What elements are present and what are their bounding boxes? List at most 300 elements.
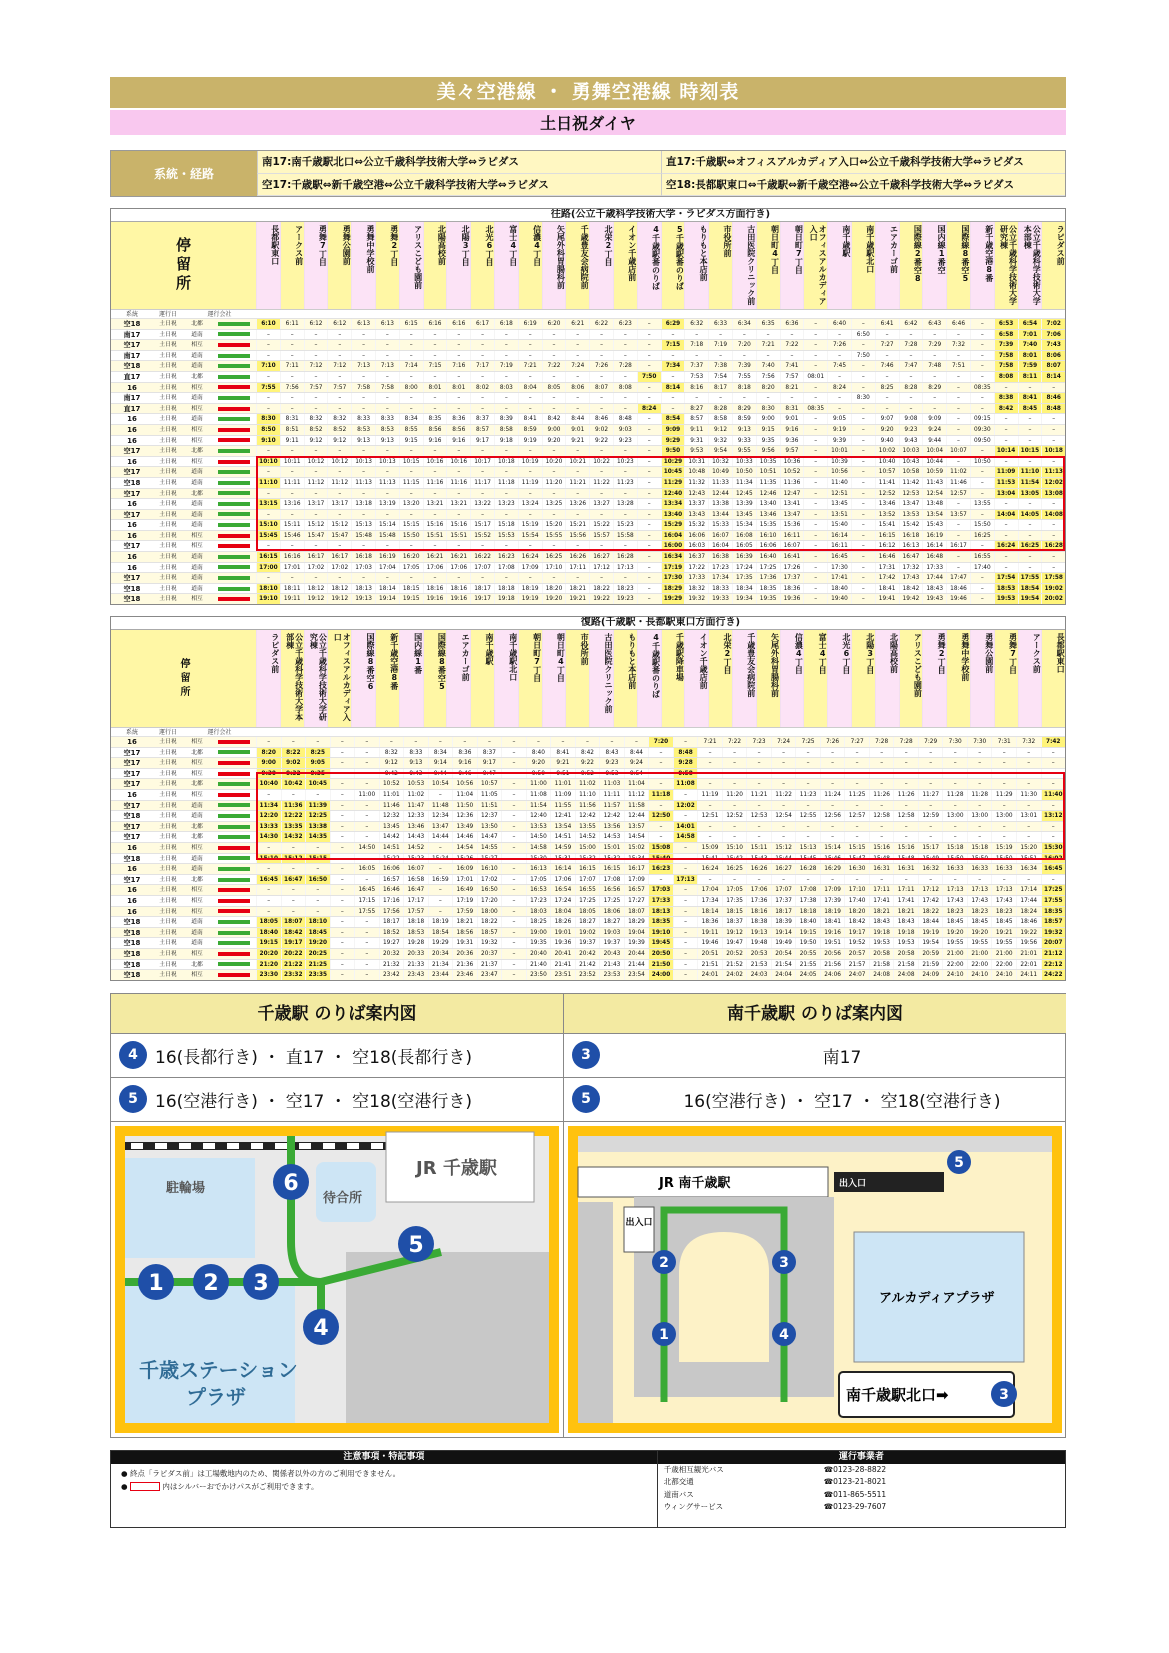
time-cell: 12:32	[379, 811, 404, 821]
time-cell: 21:56	[820, 960, 845, 970]
time-cell: 17:41	[893, 896, 918, 906]
time-cell: 19:12	[327, 594, 351, 604]
time-cell: –	[399, 541, 423, 551]
time-cell: –	[494, 489, 518, 499]
time-cell: –	[375, 510, 399, 520]
time-cell: –	[256, 541, 280, 551]
time-cell: 10:40	[875, 457, 899, 467]
time-cell: 21:20	[256, 960, 281, 970]
time-cell: –	[697, 748, 722, 758]
table-row	[111, 800, 1065, 811]
operator: 北都	[191, 373, 203, 380]
time-cell: –	[708, 351, 732, 361]
time-cell: –	[280, 404, 304, 414]
time-cell: –	[256, 393, 280, 403]
time-cell: 12:43	[684, 489, 708, 499]
time-cell: –	[1016, 801, 1041, 811]
time-cell: 9:50	[526, 769, 551, 779]
time-cell: 14:30	[256, 832, 281, 842]
time-cell: –	[922, 393, 946, 403]
time-cell: 20:54	[771, 949, 796, 959]
time-cell: 20:40	[526, 949, 551, 959]
time-cell: –	[899, 351, 923, 361]
time-cell: –	[589, 351, 613, 361]
time-cell: 14:58	[673, 832, 698, 842]
time-cell: 12:20	[256, 811, 281, 821]
time-cell: 18:24	[1016, 907, 1041, 917]
time-cell: 13:45	[827, 499, 851, 509]
table-row	[111, 456, 1065, 467]
time-cell: –	[375, 340, 399, 350]
time-cell: 17:08	[795, 885, 820, 895]
time-cell: 24:00	[648, 970, 673, 980]
time-cell: –	[330, 801, 355, 811]
time-cell: 19:48	[746, 938, 771, 948]
time-cell: 11:23	[795, 790, 820, 800]
time-cell: –	[256, 573, 280, 583]
time-cell: 11:13	[375, 478, 399, 488]
time-cell: –	[518, 573, 542, 583]
time-cell: 18:32	[684, 584, 708, 594]
time-cell: –	[851, 372, 875, 382]
time-cell: –	[330, 896, 355, 906]
table-row	[111, 477, 1065, 488]
time-cell: 10:57	[477, 779, 502, 789]
time-cell: 10:58	[899, 467, 923, 477]
time-cell: 23:32	[281, 970, 306, 980]
time-cell: –	[1041, 779, 1066, 789]
time-cell: –	[327, 351, 351, 361]
time-cell: –	[589, 541, 613, 551]
table-row	[111, 959, 1065, 970]
stop-name: 勇舞公園前	[327, 222, 351, 309]
time-cell: –	[327, 330, 351, 340]
time-cell: 17:35	[722, 896, 747, 906]
time-cell: 11:36	[780, 478, 804, 488]
time-cell: 16:25	[542, 552, 566, 562]
time-cell: 10:14	[994, 446, 1018, 456]
stop-name: 勇舞中学校前	[351, 222, 375, 309]
table-row	[111, 757, 1065, 768]
time-cell: –	[673, 960, 698, 970]
time-cell: –	[399, 351, 423, 361]
time-cell: 9:10	[256, 436, 280, 446]
time-cell: –	[637, 594, 661, 604]
time-cell: –	[637, 531, 661, 541]
time-cell: –	[542, 372, 566, 382]
route-code: 空18	[123, 854, 141, 863]
time-cell: 23:35	[305, 970, 330, 980]
operator-phone[interactable]: ☎011-865-5511	[823, 1489, 887, 1499]
time-cell: 21:34	[428, 960, 453, 970]
time-cell: –	[803, 436, 827, 446]
red-bar-icon	[218, 407, 250, 411]
time-cell: 8:48	[613, 414, 637, 424]
time-cell: –	[795, 822, 820, 832]
time-cell: –	[946, 499, 970, 509]
time-cell: –	[869, 758, 894, 768]
time-cell: –	[648, 875, 673, 885]
time-cell: 9:11	[280, 436, 304, 446]
time-cell: 11:48	[428, 801, 453, 811]
time-cell: 17:15	[354, 896, 379, 906]
time-cell: 10:16	[446, 457, 470, 467]
time-cell: –	[844, 779, 869, 789]
time-cell: 11:05	[477, 790, 502, 800]
time-cell: 8:33	[375, 414, 399, 424]
time-cell: 16:10	[477, 864, 502, 874]
time-cell: 8:52	[327, 425, 351, 435]
time-cell: –	[494, 351, 518, 361]
time-cell: –	[820, 801, 845, 811]
time-cell: –	[565, 467, 589, 477]
table-row	[111, 392, 1065, 403]
time-cell: 7:20	[732, 340, 756, 350]
time-cell: –	[280, 393, 304, 403]
time-cell: 19:54	[1018, 594, 1042, 604]
time-cell: 10:31	[684, 457, 708, 467]
time-cell: –	[673, 811, 698, 821]
time-cell: –	[518, 467, 542, 477]
time-cell: –	[446, 330, 470, 340]
time-cell: 10:19	[518, 457, 542, 467]
time-cell: 18:15	[722, 907, 747, 917]
time-cell: –	[428, 864, 453, 874]
time-cell: 8:21	[780, 383, 804, 393]
time-cell: 19:14	[771, 928, 796, 938]
time-cell: 15:23	[403, 854, 428, 864]
time-cell: 12:02	[673, 801, 698, 811]
time-cell: 15:54	[518, 531, 542, 541]
time-cell: 13:21	[423, 499, 447, 509]
time-cell: –	[875, 393, 899, 403]
operator: 道南	[191, 511, 203, 518]
time-cell: –	[1041, 383, 1065, 393]
time-cell: –	[375, 393, 399, 403]
table-row	[111, 540, 1065, 551]
time-cell: 17:00	[256, 563, 280, 573]
red-bar-icon	[218, 899, 250, 903]
time-cell: –	[354, 769, 379, 779]
operator: 相互	[191, 908, 203, 915]
time-cell: 6:11	[280, 319, 304, 329]
time-cell: 20:51	[697, 949, 722, 959]
time-cell: 13:43	[684, 510, 708, 520]
time-cell: 13:20	[399, 499, 423, 509]
time-cell: –	[803, 594, 827, 604]
time-cell: 16:57	[379, 875, 404, 885]
time-cell: 15:48	[351, 531, 375, 541]
pass-indicator	[211, 790, 256, 800]
time-cell: 11:18	[648, 790, 673, 800]
time-cell: 12:44	[708, 489, 732, 499]
operator: 北都	[191, 321, 203, 327]
time-cell: 13:19	[375, 499, 399, 509]
time-cell: 19:21	[565, 594, 589, 604]
time-cell: 6:16	[423, 319, 447, 329]
time-cell: –	[946, 351, 970, 361]
stop-name: 市役所前	[565, 630, 589, 727]
time-cell: 24:08	[869, 970, 894, 980]
time-cell: 15:17	[918, 843, 943, 853]
time-cell: –	[803, 489, 827, 499]
time-cell: 9:02	[589, 425, 613, 435]
time-cell: 7:41	[780, 361, 804, 371]
time-cell: 17:05	[399, 563, 423, 573]
time-cell: –	[351, 573, 375, 583]
time-cell: 8:57	[684, 414, 708, 424]
time-cell: 12:51	[697, 811, 722, 821]
time-cell: –	[452, 737, 477, 747]
time-cell: 16:28	[613, 552, 637, 562]
time-cell: –	[470, 489, 494, 499]
time-cell: –	[351, 404, 375, 414]
time-cell: –	[565, 541, 589, 551]
time-cell: –	[565, 372, 589, 382]
time-cell: –	[565, 489, 589, 499]
time-cell: –	[803, 446, 827, 456]
stop-name: 富士4丁目	[494, 222, 518, 309]
time-cell: 15:32	[684, 520, 708, 530]
time-cell: –	[697, 758, 722, 768]
time-cell: 17:24	[550, 896, 575, 906]
time-cell: 13:15	[256, 499, 280, 509]
time-cell: 18:15	[399, 584, 423, 594]
time-cell: 23:53	[599, 970, 624, 980]
bus-stop-5-marker: 5	[408, 1232, 424, 1258]
route-code: 空18	[123, 949, 141, 958]
time-cell: –	[970, 489, 994, 499]
time-cell: –	[722, 801, 747, 811]
time-cell: –	[820, 769, 845, 779]
time-cell: 17:06	[550, 875, 575, 885]
time-cell: 6:17	[470, 319, 494, 329]
time-cell: 19:15	[399, 594, 423, 604]
time-cell: 16:26	[746, 864, 771, 874]
stop-name: もりもと本店前	[684, 222, 708, 309]
time-cell: 12:25	[305, 811, 330, 821]
time-cell: 16:21	[423, 552, 447, 562]
time-cell: –	[305, 790, 330, 800]
time-cell: 16:15	[256, 552, 280, 562]
time-cell: –	[354, 960, 379, 970]
time-cell: 19:10	[648, 928, 673, 938]
time-cell: 15:51	[446, 531, 470, 541]
time-cell: 15:00	[575, 843, 600, 853]
time-cell: 17:10	[542, 563, 566, 573]
time-cell: 8:38	[994, 393, 1018, 403]
operator-phone[interactable]: ☎0123-28-8822	[823, 1464, 887, 1474]
stop-name: 北栄2丁目	[589, 222, 613, 309]
time-cell: –	[673, 917, 698, 927]
time-cell: –	[305, 864, 330, 874]
time-cell: 20:52	[722, 949, 747, 959]
time-cell: –	[304, 330, 328, 340]
time-cell: –	[1016, 832, 1041, 842]
green-bar-icon	[218, 782, 250, 786]
time-cell: –	[918, 832, 943, 842]
time-cell: 8:25	[305, 748, 330, 758]
time-cell: 16:16	[280, 552, 304, 562]
time-cell: 8:30	[256, 414, 280, 424]
time-cell: –	[526, 737, 551, 747]
time-cell: –	[354, 970, 379, 980]
time-cell: –	[589, 510, 613, 520]
time-cell: –	[994, 563, 1018, 573]
time-cell: –	[967, 779, 992, 789]
time-cell: 11:40	[1041, 790, 1066, 800]
route-code: 空18	[123, 812, 141, 821]
time-cell: –	[470, 467, 494, 477]
time-cell: –	[542, 351, 566, 361]
time-cell: –	[330, 960, 355, 970]
time-cell: –	[893, 832, 918, 842]
time-cell: –	[648, 779, 673, 789]
time-cell: –	[428, 907, 453, 917]
time-cell: –	[851, 361, 875, 371]
time-cell: 10:40	[256, 779, 281, 789]
time-cell: 11:27	[918, 790, 943, 800]
time-cell: –	[354, 758, 379, 768]
stop-name: ラピダス前	[256, 630, 280, 727]
time-cell: 15:10	[722, 843, 747, 853]
time-cell: –	[673, 843, 698, 853]
service-day: 土日祝	[159, 532, 177, 539]
time-cell: 22:12	[1041, 960, 1066, 970]
time-cell: 18:13	[351, 584, 375, 594]
time-cell: 17:55	[354, 907, 379, 917]
time-cell: 7:06	[1041, 330, 1065, 340]
time-cell: –	[648, 758, 673, 768]
service-day: 土日祝	[159, 522, 177, 529]
time-cell: 19:22	[589, 594, 613, 604]
service-day: 土日祝	[159, 342, 177, 349]
time-cell: 16:14	[550, 864, 575, 874]
time-cell: –	[375, 404, 399, 414]
time-cell: 19:43	[922, 594, 946, 604]
time-cell: –	[684, 393, 708, 403]
time-cell: –	[327, 489, 351, 499]
pass-indicator	[211, 404, 256, 414]
time-cell: –	[803, 478, 827, 488]
time-cell: 17:26	[780, 563, 804, 573]
time-cell: 09:15	[970, 414, 994, 424]
time-cell: 08:35	[970, 383, 994, 393]
time-cell: 24:09	[918, 970, 943, 980]
time-cell: 8:33	[351, 414, 375, 424]
time-cell: –	[637, 510, 661, 520]
time-cell: 14:32	[281, 832, 306, 842]
time-cell: 18:04	[550, 907, 575, 917]
time-cell: –	[827, 372, 851, 382]
time-cell: 16:15	[575, 864, 600, 874]
time-cell: 17:13	[613, 563, 637, 573]
time-cell: –	[893, 801, 918, 811]
time-cell: –	[494, 372, 518, 382]
time-cell: 16:06	[379, 864, 404, 874]
time-cell: 16:27	[589, 552, 613, 562]
service-day: 土日祝	[159, 373, 177, 380]
time-cell: –	[771, 832, 796, 842]
stop-name: 公立千歳科学技術大学本部棟	[280, 630, 304, 727]
time-cell: 17:02	[477, 875, 502, 885]
time-cell: –	[697, 769, 722, 779]
time-cell: 9:32	[281, 769, 306, 779]
time-cell: 20:32	[379, 949, 404, 959]
time-cell: –	[280, 541, 304, 551]
pass-indicator	[211, 573, 256, 583]
time-cell: –	[256, 907, 281, 917]
time-cell: –	[875, 351, 899, 361]
time-cell: –	[501, 748, 526, 758]
stop-name: 古田医院クリニック前	[732, 222, 756, 309]
operator: 相互	[191, 770, 203, 777]
time-cell: 7:47	[899, 361, 923, 371]
operator-name: 道南バス	[663, 1489, 694, 1499]
time-cell: –	[256, 351, 280, 361]
operator: 道南	[191, 416, 203, 423]
time-cell: 11:28	[942, 790, 967, 800]
jr-minami-chitose-label: JR 南千歳駅	[659, 1175, 731, 1191]
time-cell: 15:17	[470, 520, 494, 530]
time-cell: 11:09	[994, 467, 1018, 477]
time-cell: –	[477, 737, 502, 747]
pass-indicator	[211, 340, 256, 350]
time-cell: 17:41	[827, 573, 851, 583]
time-cell: –	[354, 811, 379, 821]
operator-phone[interactable]: ☎0123-21-8021	[823, 1477, 887, 1487]
time-cell: 23:44	[428, 970, 453, 980]
time-cell: 17:27	[624, 896, 649, 906]
service-day: 土日祝	[159, 458, 177, 465]
time-cell: 9:56	[756, 446, 780, 456]
operator: 道南	[191, 554, 203, 561]
time-cell: 8:30	[851, 393, 875, 403]
time-cell: –	[613, 446, 637, 456]
time-cell: 17:37	[771, 896, 796, 906]
time-cell: 7:57	[780, 372, 804, 382]
time-cell: 9:32	[708, 436, 732, 446]
pass-indicator	[211, 928, 256, 938]
time-cell: 8:53	[351, 425, 375, 435]
service-day: 土日祝	[159, 395, 177, 402]
pass-indicator	[211, 446, 256, 456]
time-cell: –	[589, 467, 613, 477]
time-cell: 18:18	[403, 917, 428, 927]
pass-indicator	[211, 361, 256, 371]
time-cell: 6:34	[732, 319, 756, 329]
time-cell: –	[970, 351, 994, 361]
time-cell: 11:24	[820, 790, 845, 800]
time-cell: –	[946, 330, 970, 340]
time-cell: –	[351, 330, 375, 340]
time-cell: 18:12	[304, 584, 328, 594]
pass-indicator	[211, 970, 256, 980]
operator-phone[interactable]: ☎0123-29-7607	[823, 1502, 887, 1512]
time-cell: 22:00	[991, 960, 1016, 970]
stop-name: 4千歳駅番のりば	[637, 630, 661, 727]
route-code: 空17	[123, 759, 141, 768]
time-cell: 10:53	[403, 779, 428, 789]
time-cell: 6:12	[327, 319, 351, 329]
time-cell: –	[470, 446, 494, 456]
time-cell: –	[922, 372, 946, 382]
time-cell: 21:36	[452, 960, 477, 970]
time-cell: 17:12	[589, 563, 613, 573]
time-cell: 19:15	[256, 938, 281, 948]
time-cell: 13:17	[304, 499, 328, 509]
time-cell: 8:17	[708, 383, 732, 393]
